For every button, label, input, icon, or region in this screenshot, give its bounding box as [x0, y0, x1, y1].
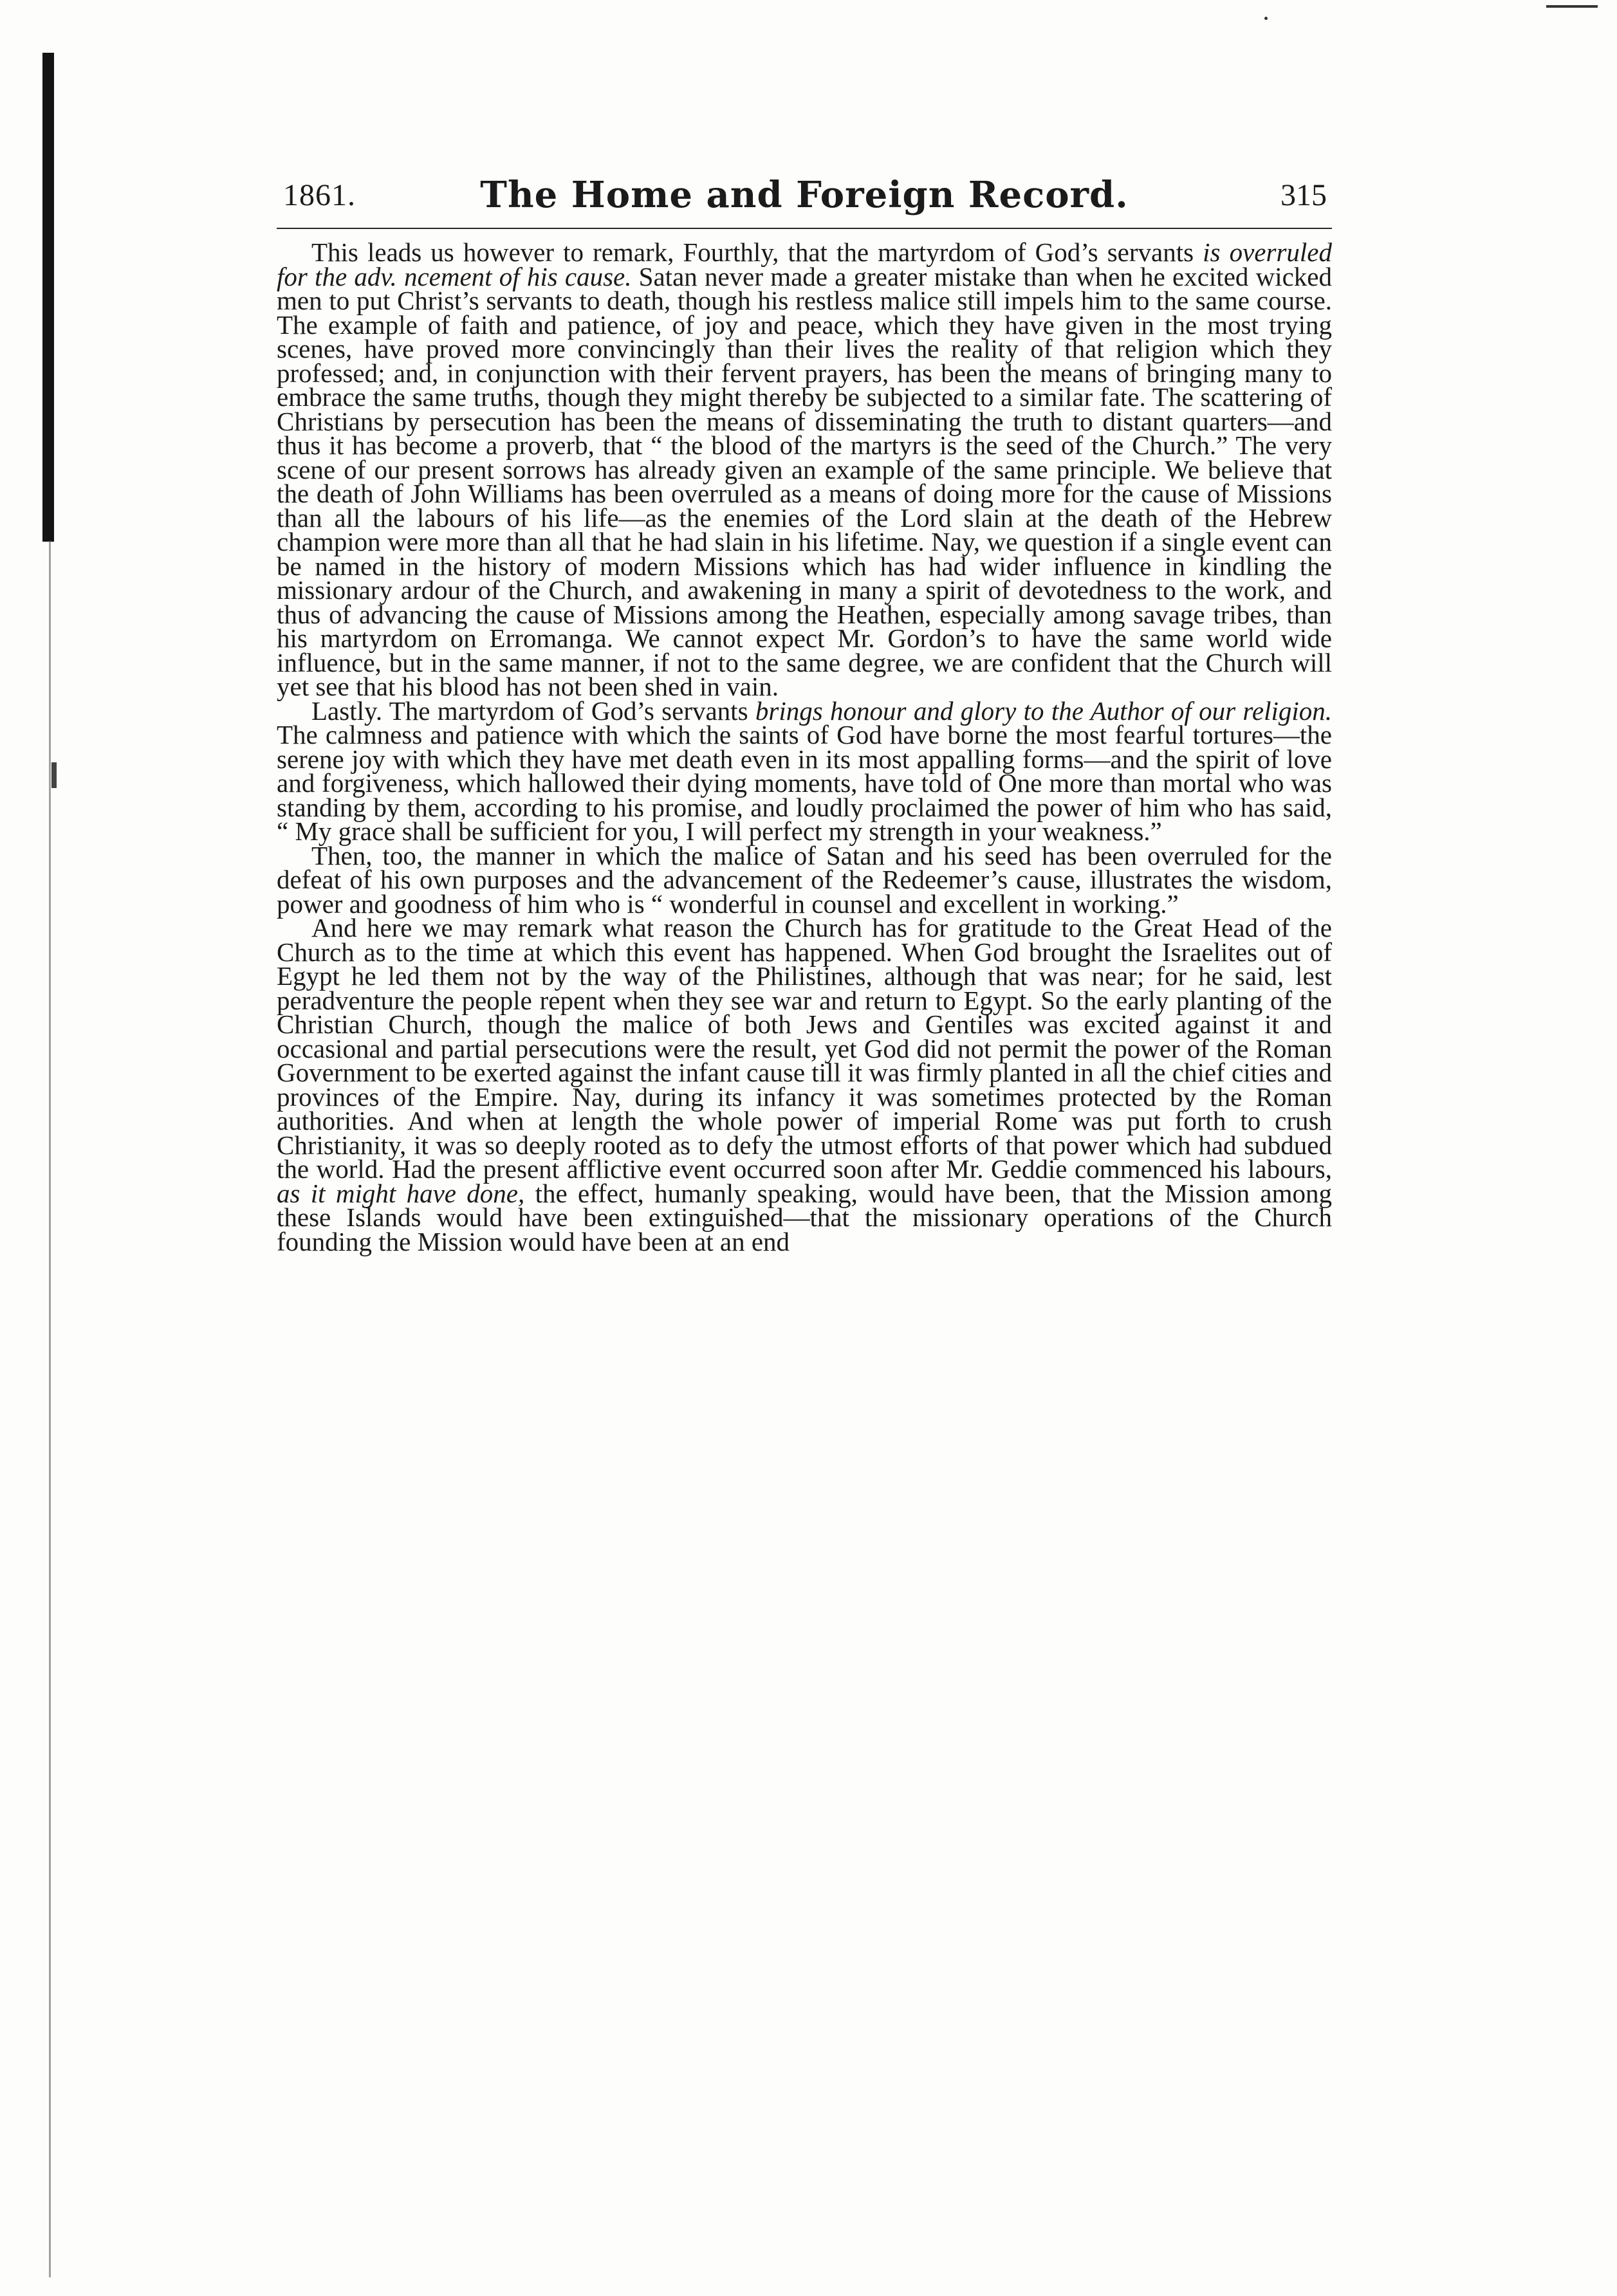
running-head	[277, 174, 1332, 225]
scan-corner-mark	[1546, 5, 1598, 8]
header-rule	[277, 228, 1332, 229]
text-run: the effect, humanly speaking, would have been, that the Mission among these Islands would have been extinguished—that the missionary operations of the Church founding the Mission would have been at an end	[277, 1178, 1332, 1256]
text-run: And here we may remark what reason the Church has for gratitude to the Great Head of the Church as to the time at which this event has happened. When God brought the Israelites out of Egypt he led them not by the way of the Philistines, although that was near; for he said, lest peradventure the people repent when they see war and return to Egypt. So the early planting of the Christian Church, though the malice of both Jews and Gentiles was excited against it and occasional and partial persecutions were the result, yet God did not permit the power of the Roman Government to be exerted against the infant cause till it was firmly planted in all the chief cities and provinces of the Empire. Nay, during its infancy it was sometimes protected by the Roman authorities. And when at length the whole power of imperial Rome was put forth to crush Christianity, it was so deeply rooted as to defy the utmost efforts of that power which had subdued the world. Had the present afflictive event occurred soon after Mr. Geddie commenced his labours,	[277, 913, 1332, 1184]
text-run: Then, too, the manner in which the malice of Satan and his seed has been overruled for the defeat of his own purposes and the advancement of the Redeemer’s cause, illustrates the wisdom, power and goodness of him who is “ wonderful in counsel and excellent in working.”	[277, 840, 1332, 919]
page	[277, 174, 1332, 1254]
paragraph	[277, 840, 1332, 919]
text-run: Lastly. The martyrdom of God’s servants	[311, 695, 755, 726]
italic-run: is overruled for the adv. ncement of his cause.	[277, 237, 1333, 291]
binding-mark	[51, 762, 57, 788]
paragraph	[277, 237, 1333, 701]
italic-run: brings honour and glory to the Author of our religion.	[755, 695, 1332, 726]
binding-shadow	[49, 540, 51, 2277]
page-number: 315	[1280, 178, 1327, 212]
text-run: Satan never made a greater mistake than when he excited wicked men to put Christ’s servants to death, though his restless malice still impels him to the same course. The example of faith and patience, of joy and peace, which they have given in the most trying scenes, have proved more convincingly than their lives the reality of that religion which they professed; and, in conjunction with their fervent prayers, has been the means of bringing many to embrace the same truths, though they might thereby be subjected to a similar fate. The scattering of Christians by persecution has been the means of disseminating the truth to distant quarters—and thus it has become a proverb, that “ the blood of the martyrs is the seed of the Church.” The very scene of our present sorrows has already given an example of the same principle. We believe that the death of John Williams has been overruled as a means of doing more for the cause of Missions than all the labours of his life—as the enemies of the Lord slain at the death of the Hebrew champion were more than all that he had slain in his lifetime. Nay, we question if a single event can be named in the history of modern Missions which has had wider influence in kindling the missionary ardour of the Church, and awakening in many a spirit of devotedness to the work, and thus of advancing the cause of Missions among the Heathen, especially among savage tribes, than his martyrdom on Erromanga. We cannot expect Mr. Gordon’s to have the same world wide influence, but in the same manner, if not to the same degree, we are confident that the Church will yet see that his blood has not been shed in vain.	[277, 261, 1332, 701]
italic-run: as it might have done,	[277, 1178, 525, 1208]
binding-edge	[42, 53, 54, 542]
article-body	[277, 237, 1333, 1256]
text-run: The calmness and patience with which the saints of God have borne the most fearful tortures—the serene joy with which they have met death even in its most appalling forms—and the spirit of love and forgiveness, which hallowed their dying moments, have told of One more than mortal who was standing by them, according to his promise, and loudly proclaimed the power of him who has said, “ My grace shall be sufficient for you, I will perfect my strength in your weakness.”	[277, 720, 1332, 846]
running-head-year: 1861.	[283, 178, 356, 212]
scan-speck	[1264, 17, 1268, 20]
running-head-title: The Home and Foreign Record.	[480, 174, 1129, 216]
text-run: This leads us however to remark, Fourthly, that the martyrdom of God’s servants	[311, 237, 1203, 267]
paragraph	[277, 695, 1332, 846]
paragraph	[277, 913, 1332, 1256]
